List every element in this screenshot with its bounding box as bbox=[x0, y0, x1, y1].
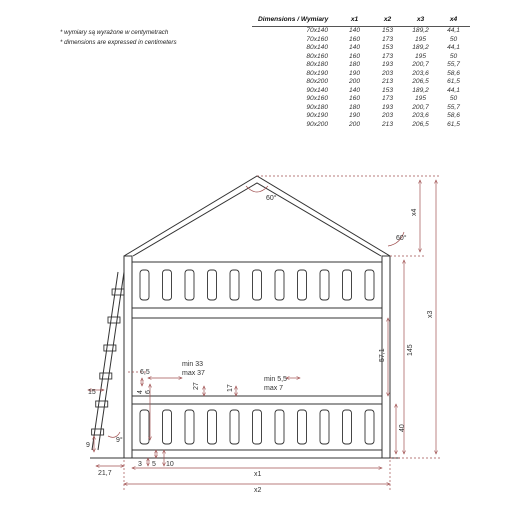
cell-x3: 206,5 bbox=[412, 120, 429, 128]
cell-size: 80x160 bbox=[306, 52, 328, 60]
label-4: 4 bbox=[137, 390, 144, 394]
label-x4: x4 bbox=[411, 208, 418, 216]
upper-slat-slot bbox=[140, 270, 149, 300]
label-max-37: max 37 bbox=[182, 370, 205, 377]
lower-slat-slot bbox=[298, 410, 307, 444]
label-x2: x2 bbox=[254, 487, 262, 494]
cell-x3: 203,6 bbox=[412, 112, 429, 119]
ladder bbox=[92, 272, 124, 450]
cell-x3: 200,7 bbox=[412, 61, 429, 68]
upper-slat-slot bbox=[185, 270, 194, 300]
cell-x2: 173 bbox=[381, 95, 393, 102]
label-angle-ladder: 9° bbox=[116, 437, 123, 444]
upper-slat-slot bbox=[298, 270, 307, 300]
cell-x4: 44,1 bbox=[447, 44, 460, 51]
cell-x1: 160 bbox=[348, 95, 360, 102]
lower-slat-slot bbox=[140, 410, 149, 444]
cell-size: 80x190 bbox=[306, 69, 328, 77]
cell-x1: 180 bbox=[348, 61, 360, 68]
lower-slat-slot bbox=[343, 410, 352, 444]
ladder-rung bbox=[108, 317, 120, 323]
ladder-rung bbox=[100, 373, 112, 379]
label-21-7: 21,7 bbox=[98, 470, 112, 477]
cell-x2: 173 bbox=[381, 52, 393, 60]
cell-x3: 189,2 bbox=[412, 86, 429, 94]
ladder-rung bbox=[104, 345, 116, 351]
cell-x1: 190 bbox=[348, 112, 360, 119]
cell-x1: 180 bbox=[348, 103, 360, 111]
header-x3: x3 bbox=[404, 12, 437, 27]
label-17: 17 bbox=[227, 384, 234, 392]
cell-size: 90x190 bbox=[306, 112, 328, 119]
cell-x4: 58,6 bbox=[447, 69, 460, 77]
lower-slat-slot bbox=[275, 410, 284, 444]
header-dimensions: Dimensions / Wymiary bbox=[252, 12, 338, 27]
cell-x1: 200 bbox=[348, 78, 360, 85]
cell-size: 90x140 bbox=[306, 86, 328, 94]
cell-x3: 195 bbox=[414, 52, 426, 60]
cell-x1: 140 bbox=[348, 86, 360, 94]
header-x1: x1 bbox=[338, 12, 371, 27]
label-145: 145 bbox=[407, 344, 414, 356]
ladder-rung bbox=[112, 289, 124, 295]
upper-slat-slot bbox=[163, 270, 172, 300]
label-57-1: 57,1 bbox=[379, 348, 386, 362]
cell-x2: 153 bbox=[381, 27, 393, 34]
cell-size: 70x140 bbox=[306, 27, 328, 34]
cell-x2: 213 bbox=[381, 120, 393, 128]
cell-x2: 203 bbox=[381, 69, 393, 77]
lower-slat-slot bbox=[253, 410, 262, 444]
note-english: * dimensions are expressed in centimeters bbox=[60, 39, 177, 46]
upper-slat-slot bbox=[253, 270, 262, 300]
header-x2: x2 bbox=[371, 12, 404, 27]
cell-x1: 140 bbox=[348, 44, 360, 51]
cell-size: 90x200 bbox=[306, 120, 328, 128]
cell-x3: 195 bbox=[414, 35, 426, 43]
lower-slat-slot bbox=[230, 410, 239, 444]
upper-slat-slot bbox=[320, 270, 329, 300]
cell-x3: 203,6 bbox=[412, 69, 429, 77]
lower-slat-slot bbox=[320, 410, 329, 444]
cell-x4: 61,5 bbox=[447, 78, 460, 85]
bed-posts bbox=[124, 256, 390, 458]
label-9: 9 bbox=[86, 442, 90, 449]
lower-rail-slots bbox=[140, 410, 374, 444]
cell-x3: 206,5 bbox=[412, 78, 429, 85]
header-x4: x4 bbox=[437, 12, 470, 27]
cell-x1: 160 bbox=[348, 52, 360, 60]
ladder-rung bbox=[92, 429, 104, 435]
cell-x4: 58,6 bbox=[447, 112, 460, 119]
cell-size: 90x160 bbox=[306, 95, 328, 102]
roof bbox=[124, 176, 390, 256]
upper-slat-slot bbox=[275, 270, 284, 300]
label-5: 5 bbox=[152, 461, 156, 468]
cell-x2: 203 bbox=[381, 112, 393, 119]
ladder-rung bbox=[96, 401, 108, 407]
cell-x4: 44,1 bbox=[447, 86, 460, 94]
label-x3: x3 bbox=[427, 310, 434, 318]
cell-x2: 213 bbox=[381, 78, 393, 85]
label-max-7: max 7 bbox=[264, 385, 284, 392]
cell-size: 80x200 bbox=[306, 78, 328, 85]
cell-x2: 153 bbox=[381, 86, 393, 94]
label-10: 10 bbox=[166, 461, 174, 468]
angle-arcs bbox=[108, 186, 404, 437]
cell-size: 80x140 bbox=[306, 44, 328, 51]
label-40: 40 bbox=[399, 424, 406, 432]
label-angle-roof-top: 60° bbox=[266, 195, 277, 202]
upper-slat-slot bbox=[230, 270, 239, 300]
cell-x4: 55,7 bbox=[447, 103, 460, 111]
label-angle-roof-side: 60° bbox=[396, 235, 407, 242]
cell-x1: 140 bbox=[348, 27, 360, 34]
cell-x2: 193 bbox=[381, 103, 393, 111]
label-min-5-5: min 5,5 bbox=[264, 376, 287, 383]
label-min-33: min 33 bbox=[182, 361, 204, 368]
upper-slat-slot bbox=[343, 270, 352, 300]
label-27: 27 bbox=[193, 382, 200, 390]
lower-slat-slot bbox=[208, 410, 217, 444]
cell-x4: 55,7 bbox=[447, 61, 460, 68]
cell-x3: 200,7 bbox=[412, 103, 429, 111]
upper-slat-slot bbox=[208, 270, 217, 300]
cell-size: 80x180 bbox=[306, 61, 328, 68]
upper-slat-slot bbox=[365, 270, 374, 300]
cell-x4: 50 bbox=[449, 52, 458, 60]
cell-x3: 195 bbox=[414, 95, 426, 102]
label-x1: x1 bbox=[254, 471, 262, 478]
cell-size: 70x160 bbox=[306, 35, 328, 43]
cell-x1: 200 bbox=[348, 120, 360, 128]
label-6: 6 bbox=[145, 390, 152, 394]
cell-x1: 190 bbox=[348, 69, 360, 77]
ladder-rungs bbox=[92, 289, 124, 435]
upper-rail-slots bbox=[140, 270, 374, 300]
cell-x1: 160 bbox=[348, 35, 360, 43]
cell-x3: 189,2 bbox=[412, 27, 429, 34]
lower-slat-slot bbox=[163, 410, 172, 444]
lower-rail bbox=[132, 396, 382, 450]
lower-slat-slot bbox=[365, 410, 374, 444]
label-6-5: 6,5 bbox=[140, 369, 150, 376]
cell-x2: 153 bbox=[381, 44, 393, 51]
cell-x3: 189,2 bbox=[412, 44, 429, 51]
cell-x4: 44,1 bbox=[447, 27, 460, 34]
cell-size: 90x180 bbox=[306, 103, 328, 111]
label-3: 3 bbox=[138, 461, 142, 468]
lower-slat-slot bbox=[185, 410, 194, 444]
cell-x2: 193 bbox=[381, 61, 393, 68]
cell-x4: 50 bbox=[449, 95, 458, 102]
cell-x2: 173 bbox=[381, 35, 393, 43]
cell-x4: 61,5 bbox=[447, 120, 460, 128]
label-15: 15 bbox=[88, 389, 96, 396]
note-polish: * wymiary są wyrażone w centymetrach bbox=[60, 29, 169, 36]
cell-x4: 50 bbox=[449, 35, 458, 43]
